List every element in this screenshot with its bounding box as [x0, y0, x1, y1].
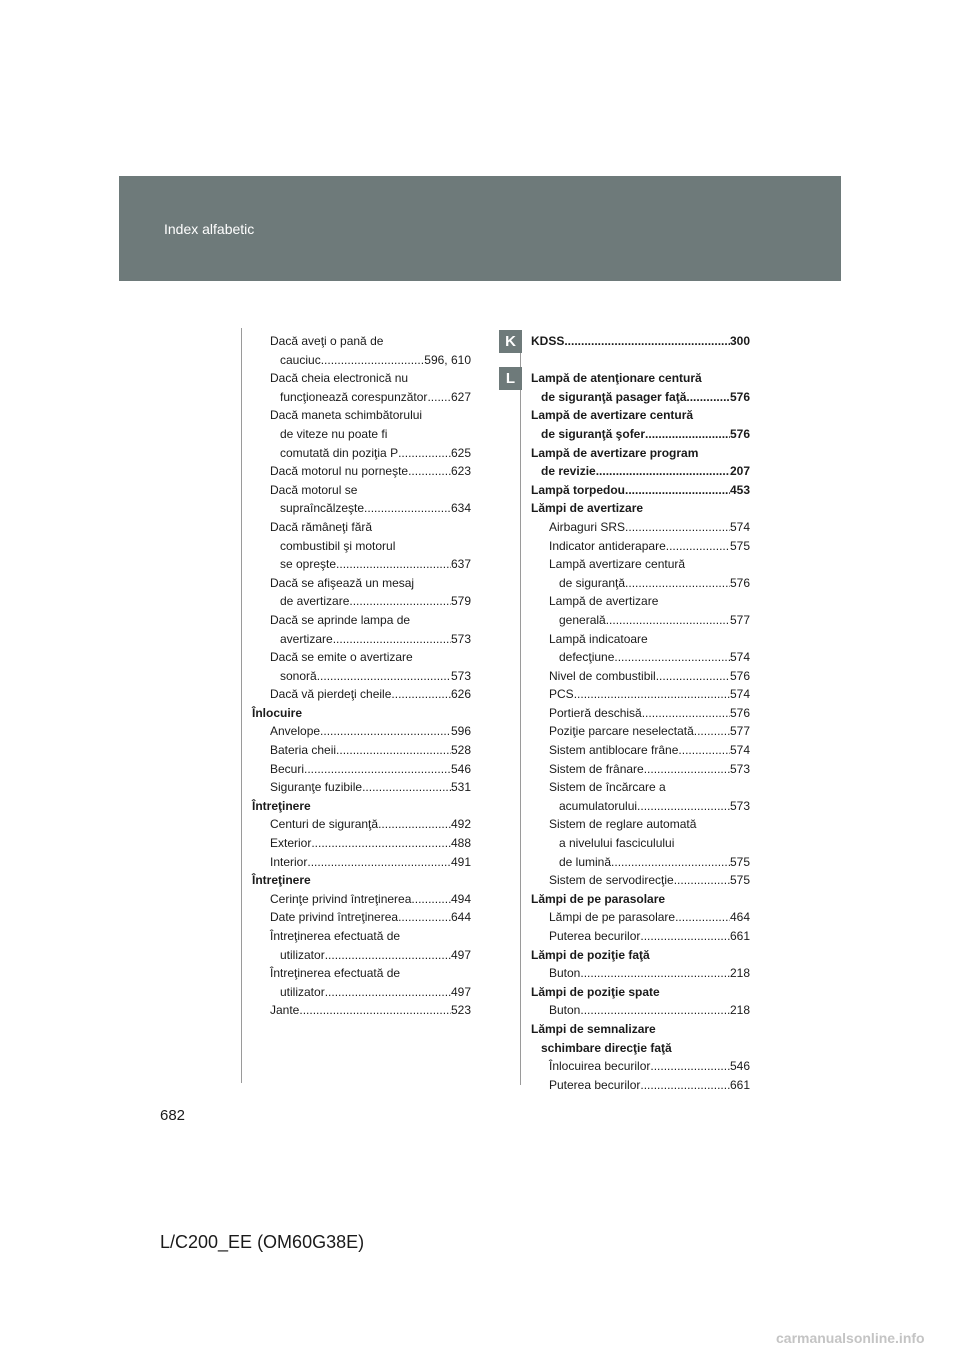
index-entry[interactable] [531, 537, 750, 556]
document-code: L/C200_EE (OM60G38E) [160, 1232, 365, 1252]
index-heading: Lampă de atenţionare centură [531, 371, 702, 386]
page-ref: 574 [729, 650, 750, 665]
dot-leader [398, 444, 451, 463]
page-ref: 207 [729, 464, 750, 479]
index-heading: Lampă de avertizare centură [531, 408, 694, 423]
spacer [531, 351, 750, 370]
index-entry: Dacă se aprinde lampa de [270, 612, 411, 627]
page-ref: 300 [729, 334, 750, 348]
dot-leader [625, 574, 730, 593]
index-heading[interactable] [531, 388, 750, 407]
dot-leader [336, 555, 451, 574]
page-ref: 528 [450, 743, 471, 758]
entry-text: utilizator [280, 984, 325, 999]
entry-text: acumulatorului [559, 798, 638, 813]
index-entry: de viteze nu poate fi [280, 426, 388, 441]
page-ref: 575 [729, 854, 750, 869]
page-ref: 661 [729, 929, 750, 943]
index-entry: Dacă motorul se [270, 482, 358, 497]
index-entry[interactable] [252, 778, 471, 797]
page-ref: 627 [450, 389, 471, 404]
watermark: carmanualsonline.info [776, 1330, 925, 1346]
index-heading[interactable] [531, 332, 750, 351]
index-entry[interactable] [531, 648, 750, 667]
dot-leader [694, 722, 730, 741]
index-entry[interactable] [531, 685, 750, 704]
page-ref: 218 [729, 1003, 750, 1018]
index-entry: Dacă aveţi o pană de [270, 334, 384, 348]
page-ref: 644 [450, 910, 471, 925]
entry-text: Lampă torpedou [531, 482, 626, 497]
index-entry[interactable] [252, 351, 471, 370]
index-entry[interactable] [531, 667, 750, 686]
page-ref: 575 [729, 538, 750, 553]
index-heading: Lămpi de poziţie faţă [531, 947, 650, 962]
index-entry[interactable] [531, 871, 750, 890]
dot-leader [642, 704, 730, 723]
index-entry[interactable] [531, 797, 750, 816]
dot-leader [674, 871, 730, 890]
index-entry[interactable] [531, 964, 750, 983]
dot-leader [645, 425, 730, 444]
index-entry[interactable] [531, 574, 750, 593]
page-ref: 491 [450, 854, 471, 869]
index-entry[interactable] [531, 1076, 750, 1095]
page-ref: 573 [450, 668, 471, 683]
page-ref: 625 [450, 445, 471, 460]
index-entry: Întreţinerea efectuată de [270, 966, 401, 981]
dot-leader [427, 388, 451, 407]
index-heading: Lampă de avertizare program [531, 445, 699, 460]
page-ref: 575 [729, 873, 750, 888]
entry-text: KDSS [531, 334, 565, 348]
page-ref: 576 [729, 705, 750, 720]
index-heading: Lămpi de avertizare [531, 501, 644, 516]
index-entry[interactable] [252, 834, 471, 853]
entry-text: Bateria cheii [270, 743, 337, 758]
page-ref: 488 [450, 836, 471, 851]
section-header [119, 176, 841, 281]
entry-text: Puterea becurilor [549, 1077, 641, 1092]
page-ref: 453 [729, 482, 750, 497]
index-entry[interactable] [252, 853, 471, 872]
entry-text: Interior [270, 854, 308, 869]
page-ref: 579 [450, 594, 471, 609]
index-heading: schimbare direcţie faţă [541, 1040, 672, 1055]
entry-text: se opreşte [280, 557, 337, 572]
entry-text: PCS [549, 687, 574, 702]
left-divider [241, 328, 242, 1083]
entry-text: Sistem de frânare [549, 761, 644, 776]
page-ref: 577 [729, 612, 750, 627]
entry-text: Lămpi de pe parasolare [549, 910, 676, 925]
index-entry[interactable] [252, 667, 471, 686]
index-left-column [252, 332, 471, 1020]
dot-leader [656, 667, 730, 686]
entry-text: Nivel de combustibil [549, 668, 656, 683]
dot-leader [596, 462, 730, 481]
entry-text: Sistem de servodirecţie [549, 873, 674, 888]
index-entry[interactable] [252, 592, 471, 611]
page-ref: 497 [450, 984, 471, 999]
index-entry: Dacă se afişează un mesaj [270, 575, 415, 590]
dot-leader [580, 964, 730, 983]
dot-leader [640, 927, 730, 946]
page-ref: 497 [450, 947, 471, 962]
entry-text: Airbaguri SRS [549, 519, 626, 534]
entry-text: Poziţie parcare neselectată [549, 724, 694, 739]
index-entry: Lampă avertizare centură [549, 557, 686, 572]
index-entry: Lampă de avertizare [549, 594, 659, 609]
index-entry: Întreţinerea efectuată de [270, 929, 401, 943]
dot-leader [625, 481, 730, 500]
page-ref: 637 [450, 557, 471, 572]
page-ref: 623 [450, 464, 471, 479]
page-ref: 494 [450, 891, 471, 906]
page-ref: 576 [729, 668, 750, 683]
entry-text: generală [559, 612, 606, 627]
index-right-column [531, 332, 750, 1094]
dot-leader [391, 685, 451, 704]
dot-leader [325, 946, 451, 965]
page-ref: 573 [450, 631, 471, 646]
dot-leader [614, 648, 730, 667]
letter-tab-l[interactable]: L [499, 367, 522, 390]
entry-text: Înlocuirea becurilor [549, 1059, 651, 1074]
index-entry[interactable] [252, 815, 471, 834]
dot-leader [333, 630, 451, 649]
entry-text: Puterea becurilor [549, 929, 641, 943]
page-ref: 626 [450, 687, 471, 702]
dot-leader [364, 499, 451, 518]
entry-text: avertizare [280, 631, 333, 646]
index-heading: Lămpi de semnalizare [531, 1021, 656, 1036]
page-ref: 574 [729, 687, 750, 702]
entry-text: Buton [549, 1003, 581, 1018]
page-ref: 546 [450, 761, 471, 776]
dot-leader [299, 1001, 451, 1020]
page-ref: 574 [729, 519, 750, 534]
dot-leader [325, 983, 451, 1002]
entry-text: Siguranţe fuzibile [270, 780, 363, 795]
page-ref: 574 [729, 743, 750, 758]
index-entry[interactable] [252, 890, 471, 909]
dot-leader [311, 834, 451, 853]
index-entry[interactable] [531, 704, 750, 723]
index-entry: Sistem de încărcare a [549, 780, 666, 795]
page-ref: 531 [450, 780, 471, 795]
index-heading: Întreţinere [252, 798, 311, 813]
index-entry: Dacă se emite o avertizare [270, 650, 413, 665]
index-entry: combustibil şi motorul [280, 538, 396, 553]
entry-text: de siguranţă [559, 575, 626, 590]
dot-leader [606, 611, 730, 630]
index-heading: Înlocuire [252, 705, 303, 720]
index-entry[interactable] [531, 1057, 750, 1076]
dot-leader [349, 592, 451, 611]
entry-text: Dacă motorul nu porneşte [270, 464, 409, 479]
index-entry: Dacă maneta schimbătorului [270, 408, 423, 423]
dot-leader [317, 667, 451, 686]
dot-leader [580, 1001, 730, 1020]
index-entry[interactable] [252, 1001, 471, 1020]
index-entry[interactable] [252, 908, 471, 927]
dot-leader [637, 797, 730, 816]
entry-text: de revizie [541, 464, 596, 479]
index-entry[interactable] [252, 499, 471, 518]
index-entry[interactable] [531, 1001, 750, 1020]
entry-text: de siguranţă pasager faţă [541, 389, 687, 404]
index-heading[interactable] [531, 425, 750, 444]
index-entry[interactable] [531, 611, 750, 630]
entry-text: Cerinţe privind întreţinerea [270, 891, 412, 906]
page-ref: 523 [450, 1003, 471, 1018]
page-ref: 573 [729, 798, 750, 813]
dot-leader [686, 388, 730, 407]
dot-leader [644, 760, 730, 779]
page-ref: 464 [729, 910, 750, 925]
section-title: Index alfabetic [164, 221, 255, 237]
index-entry[interactable] [252, 444, 471, 463]
center-divider [520, 330, 521, 1085]
dot-leader [640, 1076, 730, 1095]
page-ref: 596, 610 [424, 352, 471, 367]
page-ref: 577 [729, 724, 750, 739]
index-heading: Întreţinere [252, 873, 311, 888]
page-ref: 576 [729, 426, 750, 441]
dot-leader [574, 685, 730, 704]
entry-text: Dacă vă pierdeţi cheile [270, 687, 392, 702]
entry-text: Becuri [270, 761, 305, 776]
dot-leader [650, 1057, 730, 1076]
dot-leader [564, 332, 730, 351]
index-heading: Lămpi de pe parasolare [531, 891, 666, 906]
index-entry[interactable] [252, 946, 471, 965]
index-entry[interactable] [252, 983, 471, 1002]
index-entry: a nivelului fasciculului [559, 836, 675, 851]
entry-text: de avertizare [280, 594, 350, 609]
dot-leader [307, 853, 451, 872]
page-ref: 218 [729, 966, 750, 981]
dot-leader [408, 462, 451, 481]
entry-text: supraîncălzeşte [280, 501, 365, 516]
page-number: 682 [160, 1107, 186, 1124]
page-ref: 576 [729, 389, 750, 404]
index-entry[interactable] [252, 630, 471, 649]
index-entry[interactable] [252, 722, 471, 741]
index-entry[interactable] [531, 760, 750, 779]
index-entry: Lampă indicatoare [549, 631, 648, 646]
dot-leader [678, 741, 730, 760]
index-entry[interactable] [252, 555, 471, 574]
index-entry[interactable] [252, 741, 471, 760]
index-entry[interactable] [252, 388, 471, 407]
index-heading[interactable] [531, 481, 750, 500]
entry-text: Centuri de siguranţă [270, 817, 379, 832]
entry-text: sonoră [280, 668, 317, 683]
entry-text: Anvelope [270, 724, 321, 739]
entry-text: Jante [270, 1003, 300, 1018]
entry-text: comutată din poziţia P [280, 445, 399, 460]
entry-text: Exterior [270, 836, 312, 851]
dot-leader [378, 815, 451, 834]
entry-text: de siguranţă şofer [541, 426, 646, 441]
dot-leader [320, 722, 451, 741]
dot-leader [362, 778, 451, 797]
entry-text: Sistem antiblocare frâne [549, 743, 679, 758]
page-ref: 576 [729, 575, 750, 590]
page-ref: 492 [450, 817, 471, 832]
letter-tab-k[interactable]: K [499, 330, 522, 353]
index-heading[interactable] [531, 462, 750, 481]
index-entry[interactable] [252, 462, 471, 481]
index-entry: Sistem de reglare automată [549, 817, 697, 832]
page-ref: 634 [450, 501, 471, 516]
entry-text: de lumină [559, 854, 612, 869]
entry-text: Buton [549, 966, 581, 981]
dot-leader [336, 741, 451, 760]
index-entry[interactable] [531, 722, 750, 741]
page-ref: 661 [729, 1077, 750, 1092]
entry-text: funcţionează corespunzător [280, 389, 428, 404]
dot-leader [398, 908, 451, 927]
entry-text: Date privind întreţinerea [270, 910, 399, 925]
index-entry[interactable] [531, 518, 750, 537]
entry-text: defecţiune [559, 650, 615, 665]
entry-text: cauciuc [280, 352, 321, 367]
dot-leader [304, 760, 451, 779]
index-entry[interactable] [531, 741, 750, 760]
entry-text: utilizator [280, 947, 325, 962]
dot-leader [321, 351, 425, 370]
dot-leader [675, 908, 730, 927]
page-ref: 596 [450, 724, 471, 739]
dot-leader [411, 890, 451, 909]
dot-leader [611, 853, 730, 872]
index-entry[interactable] [252, 685, 471, 704]
page-ref: 573 [729, 761, 750, 776]
index-entry[interactable] [531, 927, 750, 946]
index-entry[interactable] [531, 908, 750, 927]
index-entry[interactable] [252, 760, 471, 779]
dot-leader [666, 537, 730, 556]
entry-text: Indicator antiderapare [549, 538, 666, 553]
entry-text: Portieră deschisă [549, 705, 642, 720]
dot-leader [625, 518, 730, 537]
index-entry: Dacă cheia electronică nu [270, 371, 409, 386]
index-heading: Lămpi de poziţie spate [531, 984, 660, 999]
index-entry: Dacă rămâneţi fără [270, 519, 373, 534]
index-entry[interactable] [531, 853, 750, 872]
page-ref: 546 [729, 1059, 750, 1074]
